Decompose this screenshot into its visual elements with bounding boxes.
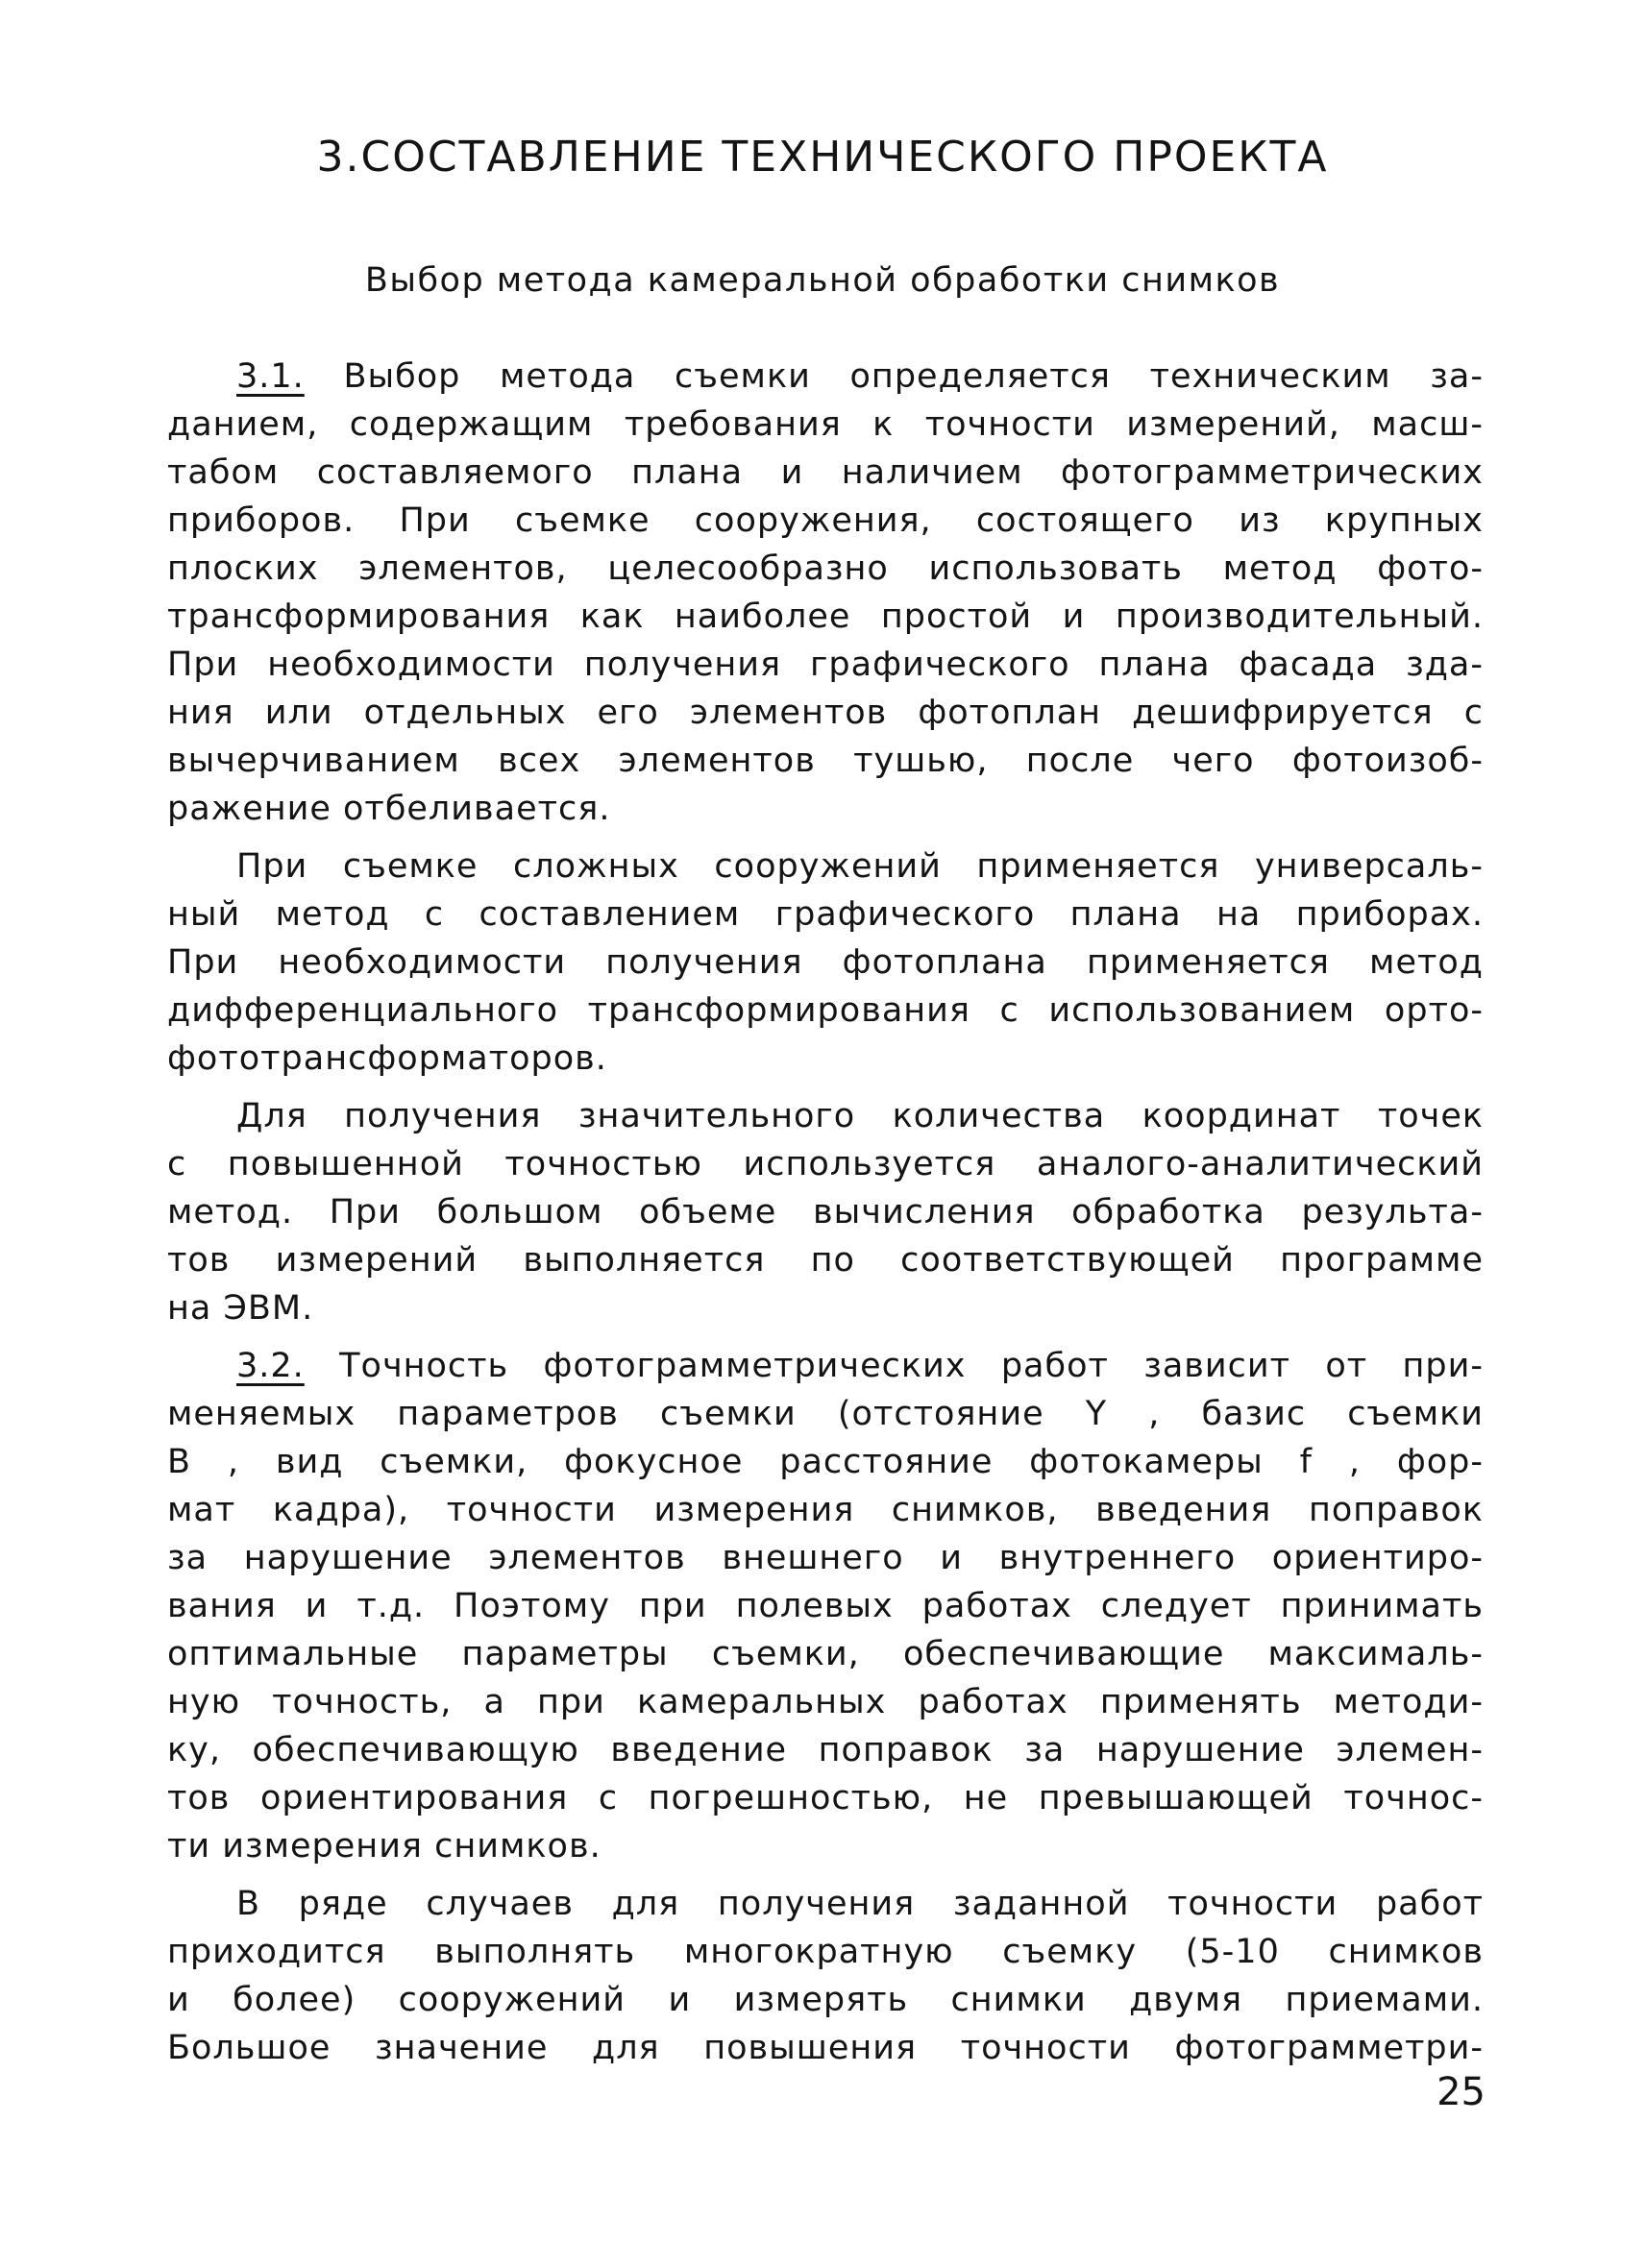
text-line: При съемке сложных сооружений применяется универсаль- (236, 847, 1484, 886)
text-line: трансформирования как наиболее простой и производительный. (167, 597, 1484, 636)
paragraph (167, 1880, 1484, 2072)
text-line: Для получения значительного количества координат точек (236, 1097, 1484, 1135)
paragraph (167, 842, 1484, 1083)
body-text (167, 353, 1484, 2072)
text-line: мат кадра), точности измерения снимков, введения поправок (167, 1491, 1484, 1529)
text-line: дифференциального трансформирования с использованием орто- (167, 991, 1484, 1030)
text-line: ния или отдельных его элементов фотоплан дешифрируется с (167, 694, 1484, 732)
text-line: плоских элементов, целесообразно использовать метод фото- (167, 549, 1484, 588)
paragraph-3-2 (167, 1342, 1484, 1870)
text-line: При необходимости получения фотоплана применяется метод (167, 943, 1484, 982)
text-line: табом составляемого плана и наличием фотограмметрических (167, 453, 1484, 492)
text-line: тов измерений выполняется по соответствующей программе (167, 1241, 1484, 1280)
text-line: тов ориентирования с погрешностью, не превышающей точнос- (167, 1779, 1484, 1817)
text-line: B , вид съемки, фокусное расстояние фотокамеры f , фор- (167, 1443, 1484, 1481)
text-line: Большое значение для повышения точности фотограмметри- (167, 2029, 1484, 2067)
text-line: за нарушение элементов внешнего и внутреннего ориентиро- (167, 1539, 1484, 1577)
section-heading: 3.СОСТАВЛЕНИЕ ТЕХНИЧЕСКОГО ПРОЕКТА (316, 133, 1329, 182)
text-line: с повышенной точностью используется аналого-аналитический (167, 1145, 1484, 1183)
text-line: ную точность, а при камеральных работах применять методи- (167, 1683, 1484, 1721)
section-number: 3.1. (236, 357, 305, 396)
page-number: 25 (1436, 2070, 1485, 2114)
text-line: приборов. При съемке сооружения, состоящего из крупных (167, 501, 1484, 540)
text-line: данием, содержащим требования к точности измерений, масш- (167, 405, 1484, 444)
text-line: и более) сооружений и измерять снимки двумя приемами. (167, 1981, 1484, 2019)
paragraph (167, 1092, 1484, 1332)
text-line: оптимальные параметры съемки, обеспечивающие максималь- (167, 1635, 1484, 1673)
text-line (167, 353, 1484, 401)
text-line: вания и т.д. Поэтому при полевых работах следует принимать (167, 1587, 1484, 1625)
text-line-content: Точность фотограмметрических работ зависит от при- (339, 1347, 1484, 1385)
text-line: ражение отбеливается. (167, 790, 611, 828)
section-number: 3.2. (236, 1347, 305, 1385)
text-line-content: Выбор метода съемки определяется техническим за- (343, 357, 1484, 396)
text-line: ти измерения снимков. (167, 1827, 602, 1866)
paragraph-3-1 (167, 353, 1484, 833)
text-line: метод. При большом объеме вычисления обработка результа- (167, 1193, 1484, 1232)
text-line: на ЭВМ. (167, 1289, 314, 1328)
text-line: приходится выполнять многократную съемку (5-10 снимков (167, 1933, 1484, 1971)
text-line: ный метод с составлением графического плана на приборах. (167, 895, 1484, 934)
subsection-heading: Выбор метода камеральной обработки снимков (364, 261, 1281, 300)
text-line: фототрансформаторов. (167, 1039, 607, 1078)
text-line: В ряде случаев для получения заданной точности работ (236, 1885, 1484, 1923)
text-line: меняемых параметров съемки (отстояние Y , базис съемки (167, 1395, 1484, 1433)
text-line (167, 1342, 1484, 1390)
text-line: вычерчиванием всех элементов тушью, после чего фотоизоб- (167, 742, 1484, 780)
text-line: ку, обеспечивающую введение поправок за нарушение элемен- (167, 1731, 1484, 1769)
text-line: При необходимости получения графического плана фасада зда- (167, 646, 1484, 684)
